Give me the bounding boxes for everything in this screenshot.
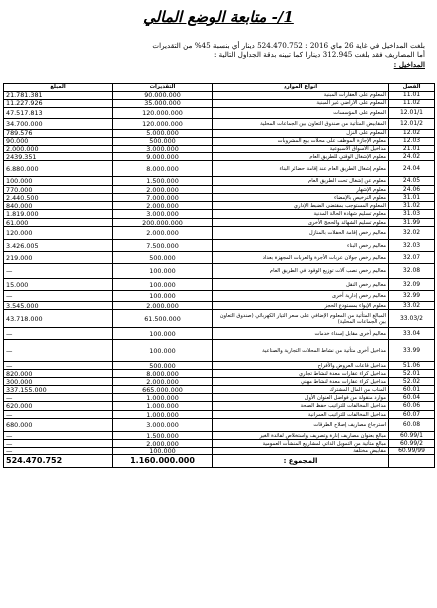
- row-estimate: 2.000.000: [113, 186, 213, 194]
- table-row: [4, 302, 435, 310]
- header-amount: المبلغ: [4, 84, 113, 92]
- row-estimate: 5.000.000: [113, 130, 213, 138]
- table-row: [4, 370, 435, 378]
- table-row: [4, 161, 435, 177]
- row-code: 21.01: [389, 146, 435, 153]
- row-label: معاليم رخص النقل: [213, 279, 389, 291]
- row-code: 12.02: [389, 130, 435, 138]
- row-label: مداخيل المخالفات للتراتيب حفظ الصحة: [213, 402, 389, 411]
- row-code: 60.99/99: [389, 448, 435, 455]
- table-row: [4, 130, 435, 138]
- header-label: أنواع الموارد: [213, 84, 389, 92]
- total-estimate: 1.160.000.000: [113, 455, 213, 468]
- row-estimate: 100.000: [113, 328, 213, 340]
- row-code: 33.99: [389, 340, 435, 362]
- header-estimate: التقديرات: [113, 84, 213, 92]
- row-code: 60.99/1: [389, 432, 435, 440]
- row-label: معلوم الإشهار: [213, 186, 389, 194]
- row-amount: —: [4, 394, 113, 402]
- row-label: المعلوم المستوجب بمقتضى الضبط الإداري: [213, 202, 389, 210]
- row-code: 31.01: [389, 194, 435, 202]
- table-row: [4, 279, 435, 291]
- table-row: [4, 328, 435, 340]
- row-estimate: 100.000: [113, 264, 213, 279]
- row-code: 24.05: [389, 177, 435, 186]
- row-code: 33.04: [389, 328, 435, 340]
- row-amount: 15.000: [4, 279, 113, 291]
- row-label: المعلوم على النزل: [213, 130, 389, 138]
- row-code: 60.06: [389, 402, 435, 411]
- row-code: 52.02: [389, 378, 435, 386]
- row-code: 12.01/1: [389, 108, 435, 119]
- row-amount: —: [4, 340, 113, 362]
- row-code: 32.09: [389, 279, 435, 291]
- row-estimate: 1.000.000: [113, 394, 213, 402]
- row-amount: 620.000: [4, 402, 113, 411]
- row-label: معلوم الإجازة الموظف على محلات بيع المشروبات: [213, 138, 389, 146]
- row-amount: 6.880.000: [4, 161, 113, 177]
- row-label: مبالغ بعنوان مصاريف إنارة وتصريف واستخلاص لفائدة الغير: [213, 432, 389, 440]
- row-estimate: 2.000.000: [113, 440, 213, 448]
- row-code: 32.99: [389, 291, 435, 302]
- row-amount: 840.000: [4, 202, 113, 210]
- intro-line-2: أما المصاريف فقد بلغت 312.945 دينارا كما تبينه بدقة الجداول التالية :: [213, 50, 425, 60]
- table-row: [4, 448, 435, 455]
- total-row: [4, 455, 435, 468]
- row-amount: 21.781.381: [4, 92, 113, 100]
- table-row: [4, 432, 435, 440]
- row-label: مداخيل كراء عقارات معدة لنشاط تجاري: [213, 370, 389, 378]
- row-code: 32.03: [389, 240, 435, 252]
- intro-line-1: بلغت المداخيل في غاية 26 ماي 2016 : 524.470.752 دينار أي بنسبة 45% من التقديرات: [152, 41, 425, 50]
- row-code: 60.99/2: [389, 440, 435, 448]
- row-amount: 1.819.000: [4, 210, 113, 219]
- row-label: معلوم الترخيص بالإمضاء: [213, 194, 389, 202]
- row-code: 12.01/2: [389, 119, 435, 130]
- table-row: [4, 119, 435, 130]
- row-label: استرجاع مصاريف إصلاح الطرقات: [213, 419, 389, 432]
- row-amount: 43.718.000: [4, 310, 113, 328]
- row-estimate: 120.000.000: [113, 119, 213, 130]
- row-amount: 100.000: [4, 177, 113, 186]
- row-code: 11.01: [389, 92, 435, 100]
- table-row: [4, 240, 435, 252]
- table-row: [4, 202, 435, 210]
- row-amount: —: [4, 264, 113, 279]
- row-label: مداخيل قاعات العروض والأفراح: [213, 362, 389, 370]
- row-amount: 90.000: [4, 138, 113, 146]
- row-amount: —: [4, 362, 113, 370]
- row-amount: 61.000: [4, 219, 113, 227]
- row-estimate: 3.000.000: [113, 210, 213, 219]
- row-label: مداخيل المخالفات للتراتيب العمرانية: [213, 411, 389, 419]
- row-label: معلوم تسليم شهادة الحالة المدنية: [213, 210, 389, 219]
- row-label: موارد منقولة من فواضل العنوان الأول: [213, 394, 389, 402]
- row-code: 24.04: [389, 161, 435, 177]
- row-label: المعلوم على المؤسسات: [213, 108, 389, 119]
- table-row: [4, 291, 435, 302]
- revenue-table: [3, 83, 435, 468]
- row-estimate: 100.000: [113, 279, 213, 291]
- row-code: 32.08: [389, 264, 435, 279]
- row-code: 32.07: [389, 252, 435, 264]
- row-code: 60.07: [389, 411, 435, 419]
- row-code: 32.02: [389, 227, 435, 240]
- table-row: [4, 138, 435, 146]
- table-row: [4, 186, 435, 194]
- row-label: معاليم أخرى مقابل إسداء خدمات: [213, 328, 389, 340]
- row-estimate: 35.000.000: [113, 100, 213, 108]
- table-row: [4, 100, 435, 108]
- row-label: معاليم رخص إقامة الحفلات بالمنازل: [213, 227, 389, 240]
- row-amount: 219.000: [4, 252, 113, 264]
- row-amount: —: [4, 411, 113, 419]
- row-code: 52.01: [389, 370, 435, 378]
- table-row: [4, 252, 435, 264]
- row-label: معاليم رخص إدارية أخرى: [213, 291, 389, 302]
- table-row: [4, 411, 435, 419]
- row-code: 24.06: [389, 186, 435, 194]
- table-row: [4, 264, 435, 279]
- row-estimate: 90.000.000: [113, 92, 213, 100]
- row-estimate: 1.000.000: [113, 411, 213, 419]
- row-label: المعلوم على العقارات المبنية: [213, 92, 389, 100]
- row-label: معلوم الإيواء بمستودع الحجز: [213, 302, 389, 310]
- row-estimate: 120.000.000: [113, 108, 213, 119]
- row-amount: 2439.351: [4, 153, 113, 161]
- row-code: 60.01: [389, 386, 435, 394]
- row-code: 24.02: [389, 153, 435, 161]
- table-row: [4, 440, 435, 448]
- row-amount: 34.700.000: [4, 119, 113, 130]
- row-estimate: 2.000.000: [113, 378, 213, 386]
- row-label: معاليم رخص جولان عربات الأجرة والعربات المجهزة بعداد: [213, 252, 389, 264]
- row-estimate: 500.000: [113, 138, 213, 146]
- row-amount: 2.000.000: [4, 146, 113, 153]
- row-amount: —: [4, 440, 113, 448]
- row-label: مداخيل كراء عقارات معدة لنشاط مهني: [213, 378, 389, 386]
- row-amount: 770.000: [4, 186, 113, 194]
- row-estimate: 8.000.000: [113, 370, 213, 378]
- row-estimate: 1.000.000: [113, 402, 213, 411]
- intro-paragraph: [12, 41, 425, 69]
- table-row: [4, 146, 435, 153]
- row-label: المبالغ المتأتية من المعلوم الإضافي على سعر التيار الكهربائي (صندوق التعاون بين الجماعات المحلية): [213, 310, 389, 328]
- row-label: مقابيض مختلفة: [213, 448, 389, 455]
- row-amount: —: [4, 448, 113, 455]
- row-estimate: 2.000.000: [113, 227, 213, 240]
- table-row: [4, 419, 435, 432]
- row-estimate: 500.000: [113, 362, 213, 370]
- row-code: 11.02: [389, 100, 435, 108]
- row-estimate: 2.000.000: [113, 202, 213, 210]
- row-estimate: 100.000: [113, 340, 213, 362]
- row-label: معلوم عن إشغال تحت الطريق العام: [213, 177, 389, 186]
- row-estimate: 7.500.000: [113, 240, 213, 252]
- table-row: [4, 108, 435, 119]
- row-label: معلوم تسليم الشهائد والحجج الأخرى: [213, 219, 389, 227]
- row-estimate: 7.000.000: [113, 194, 213, 202]
- header-code: الفصل: [389, 84, 435, 92]
- row-amount: 3.545.000: [4, 302, 113, 310]
- total-amount: 524.470.752: [4, 455, 113, 468]
- row-amount: 2.440.500: [4, 194, 113, 202]
- row-amount: —: [4, 432, 113, 440]
- row-code: 31.03: [389, 210, 435, 219]
- table-row: [4, 378, 435, 386]
- row-label: المعلوم على الأراضي غير المبنية: [213, 100, 389, 108]
- table-row: [4, 210, 435, 219]
- row-code: 60.04: [389, 394, 435, 402]
- row-code: 60.08: [389, 419, 435, 432]
- row-amount: 680.000: [4, 419, 113, 432]
- table-row: [4, 340, 435, 362]
- row-amount: 3.426.005: [4, 240, 113, 252]
- row-amount: —: [4, 291, 113, 302]
- row-code: 33.03/2: [389, 310, 435, 328]
- table-row: [4, 92, 435, 100]
- row-label: معاليم رخص نصب آلات توزيع الوقود في الطريق العام: [213, 264, 389, 279]
- row-code: 51.06: [389, 362, 435, 370]
- table-row: [4, 386, 435, 394]
- row-label: معاليم رخص البناء: [213, 240, 389, 252]
- page-title: 1/- متابعة الوضع المالي: [143, 8, 294, 26]
- row-label: معلوم الإشغال الوقتي للطريق العام: [213, 153, 389, 161]
- row-code: 33.02: [389, 302, 435, 310]
- row-label: مداخيل الأسواق الأسبوعية: [213, 146, 389, 153]
- total-spacer: [389, 455, 435, 468]
- row-code: 31.99: [389, 219, 435, 227]
- row-amount: 789.576: [4, 130, 113, 138]
- row-estimate: 500.000: [113, 252, 213, 264]
- row-code: 12.03: [389, 138, 435, 146]
- table-header-row: [4, 84, 435, 92]
- row-amount: 300.000: [4, 378, 113, 386]
- table-row: [4, 362, 435, 370]
- row-estimate: 61.500.000: [113, 310, 213, 328]
- row-amount: 120.000: [4, 227, 113, 240]
- row-estimate: 3.000.000: [113, 146, 213, 153]
- row-code: 31.02: [389, 202, 435, 210]
- section-subtitle: المداخيل :: [393, 59, 425, 69]
- row-estimate: 8.000.000: [113, 161, 213, 177]
- table-row: [4, 153, 435, 161]
- row-estimate: 2.000.000: [113, 302, 213, 310]
- table-row: [4, 219, 435, 227]
- row-estimate: 3.000.000: [113, 419, 213, 432]
- row-label: مبالغ متأتية من التمويل الذاتي لمشاريع المنشآت العمومية: [213, 440, 389, 448]
- row-estimate: 200.000.000: [113, 219, 213, 227]
- row-amount: 47.517.813: [4, 108, 113, 119]
- row-estimate: 100.000: [113, 448, 213, 455]
- table-row: [4, 402, 435, 411]
- row-amount: 820.000: [4, 370, 113, 378]
- row-label: المقابيض المتأتية من صندوق التعاون بين الجماعات المحلية: [213, 119, 389, 130]
- row-amount: 11.227.926: [4, 100, 113, 108]
- row-estimate: 665.000.000: [113, 386, 213, 394]
- row-estimate: 9.000.000: [113, 153, 213, 161]
- row-estimate: 1.500.000: [113, 432, 213, 440]
- table-row: [4, 177, 435, 186]
- row-amount: —: [4, 328, 113, 340]
- row-label: مداخيل أخرى متأتية من نشاط المحلات التجارية والصناعية: [213, 340, 389, 362]
- row-estimate: 100.000: [113, 291, 213, 302]
- table-row: [4, 394, 435, 402]
- total-label: المجموع :: [213, 455, 389, 468]
- row-estimate: 1.500.000: [113, 177, 213, 186]
- table-row: [4, 194, 435, 202]
- row-label: معلوم إشغال الطريق العام عند إقامة حضائر البناء: [213, 161, 389, 177]
- row-amount: 337.155.000: [4, 386, 113, 394]
- row-label: المناب من المال المشترك: [213, 386, 389, 394]
- table-row: [4, 227, 435, 240]
- table-row: [4, 310, 435, 328]
